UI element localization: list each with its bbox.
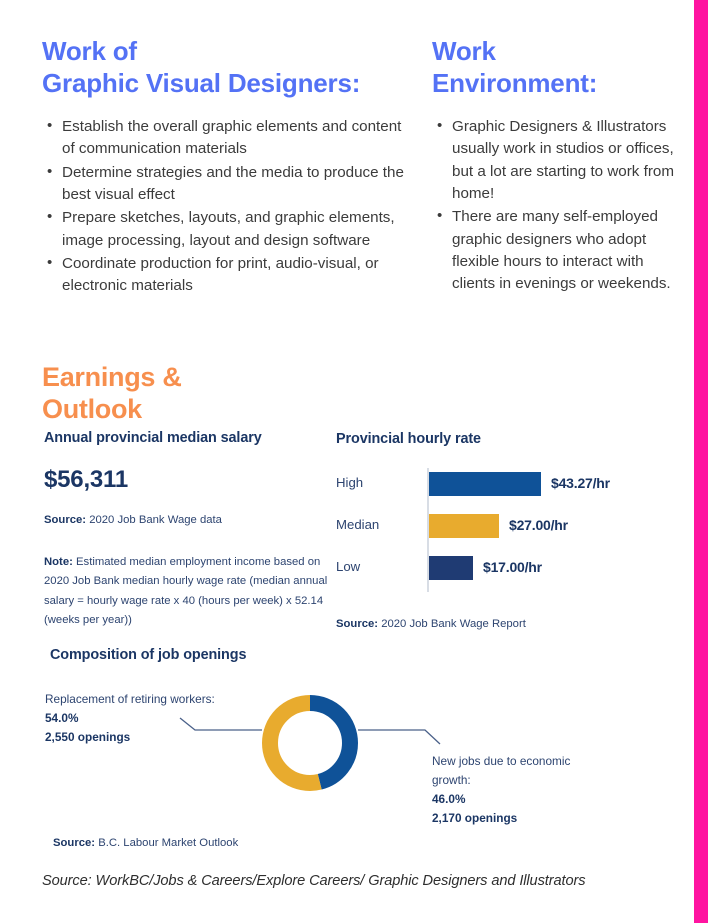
- earnings-outlook-heading: [42, 362, 182, 426]
- callout-left-openings: 2,550 openings: [45, 730, 131, 745]
- work-of-heading-line1: Work of: [42, 36, 137, 66]
- donut-arcs: [270, 703, 350, 783]
- salary-source: [44, 511, 222, 530]
- right-accent-bar: [694, 0, 708, 923]
- list-item: • Determine strategies and the media to produce the best visual effect: [60, 162, 410, 207]
- hourly-rate-source: [336, 615, 526, 634]
- work-environment-heading-line2: Environment:: [432, 67, 598, 98]
- bar-median: [429, 514, 499, 538]
- list-item: • Establish the overall graphic elements and content of communication materials: [60, 116, 410, 161]
- footer-source: Source: WorkBC/Jobs & Careers/Explore Careers/ Graphic Designers and Illustrators: [42, 873, 586, 889]
- bar-value-label: $43.27/hr: [551, 475, 610, 491]
- callout-left-percent: 54.0%: [45, 711, 79, 726]
- composition-source-label: Source:: [53, 837, 96, 849]
- bar-row: [336, 556, 636, 580]
- earnings-heading-line1: Earnings &: [42, 362, 182, 392]
- salary-note-text: Estimated median employment income based on 2020 Job Bank median hourly wage rate (median annual salary = hourly wage rate x 40 (hours per week) x 52.14 (weeks per year)): [44, 556, 328, 627]
- hourly-source-label: Source:: [336, 618, 379, 630]
- work-of-heading-line2: Graphic Visual Designers:: [42, 67, 361, 98]
- composition-title: Composition of job openings: [50, 647, 247, 663]
- top-section: [0, 0, 694, 345]
- hourly-rate-bar-chart: [336, 466, 636, 596]
- list-item: • Prepare sketches, layouts, and graphic elements, image processing, layout and design software: [60, 207, 410, 252]
- salary-source-text: 2020 Job Bank Wage data: [89, 514, 222, 526]
- bar-high: [429, 472, 541, 496]
- list-item: • There are many self-employed graphic designers who adopt flexible hours to interact with clients in evenings or weekends.: [450, 206, 682, 295]
- callout-new-jobs: [432, 752, 632, 828]
- work-environment-heading-line1: Work: [432, 36, 496, 66]
- hourly-source-text: 2020 Job Bank Wage Report: [381, 618, 526, 630]
- bar-row: [336, 514, 636, 538]
- callout-replacement: [45, 690, 255, 747]
- composition-source: [53, 834, 238, 853]
- composition-source-text: B.C. Labour Market Outlook: [98, 837, 239, 849]
- salary-note-label: Note:: [44, 556, 73, 568]
- earnings-heading-line2: Outlook: [42, 393, 142, 424]
- job-openings-donut-chart: [30, 672, 690, 842]
- list-item: • Coordinate production for print, audio-visual, or electronic materials: [60, 253, 410, 298]
- work-environment-bullet-list: [432, 116, 682, 296]
- leader-line-right: [358, 730, 440, 744]
- list-item: • Graphic Designers & Illustrators usually work in studios or offices, but a lot are starting to work from home!: [450, 116, 682, 205]
- work-of-heading: [42, 36, 410, 100]
- callout-right-percent: 46.0%: [432, 792, 466, 807]
- bar-low: [429, 556, 473, 580]
- callout-right-line1: New jobs due to economic: [432, 754, 571, 768]
- salary-source-label: Source:: [44, 514, 87, 526]
- work-of-column: [42, 36, 410, 299]
- callout-right-openings: 2,170 openings: [432, 811, 518, 826]
- annual-salary-value: $56,311: [44, 466, 129, 493]
- annual-salary-label: Annual provincial median salary: [44, 430, 262, 446]
- work-environment-column: [432, 36, 682, 297]
- hourly-rate-title: Provincial hourly rate: [336, 431, 481, 447]
- bar-category-label: Low: [336, 559, 361, 574]
- bar-category-label: Median: [336, 517, 380, 532]
- work-of-bullet-list: [42, 116, 410, 298]
- work-environment-heading: [432, 36, 682, 100]
- bar-row: [336, 472, 636, 496]
- bar-value-label: $17.00/hr: [483, 559, 542, 575]
- salary-note: [44, 553, 344, 631]
- callout-left-line1: Replacement of retiring workers:: [45, 692, 215, 706]
- callout-right-line2: growth:: [432, 773, 471, 788]
- bar-value-label: $27.00/hr: [509, 517, 568, 533]
- bar-category-label: High: [336, 475, 364, 490]
